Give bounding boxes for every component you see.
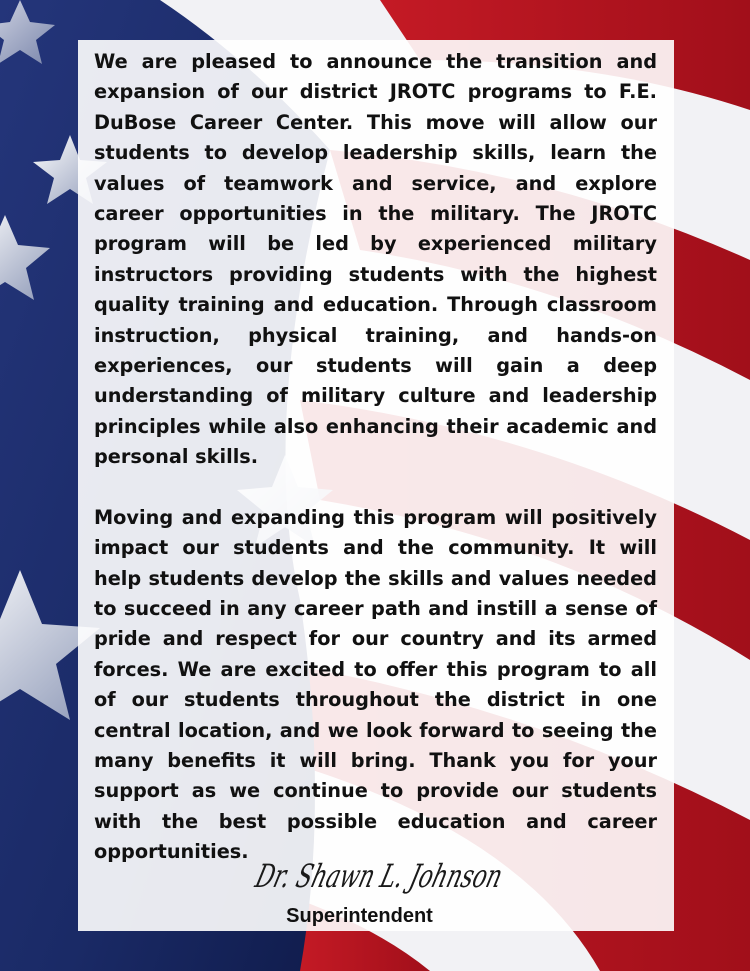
signature-text: Dr. Shawn L. Johnson (251, 857, 611, 895)
letter-paragraph-1: We are pleased to announce the transition and expansion of our district JROTC programs to F.E. DuBose Career Center. This move will allow our students to develop leadership skills, learn the values of teamwork and service, and explore career opportunities in the military. The JROTC program will be led by experienced military instructors providing students with the highest quality training and education. Through classroom instruction, physical training, and hands-on experiences, our students will gain a deep understanding of military culture and leadership principles while also enhancing their academic and personal skills. (94, 50, 657, 469)
signer-title: Superintendent (286, 905, 433, 927)
letter-paragraph-2: Moving and expanding this program will positively impact our students and the community. It will help students develop the skills and values needed to succeed in any career path and instill a sense of pride and respect for our country and its armed forces. We are excited to offer this program to all of our students throughout the district in one central location, and we look forward to seeing the many benefits it will bring. Thank you for your support as we continue to provide our students with the best possible education and career opportunities. (94, 505, 657, 864)
letter-body (94, 47, 657, 868)
